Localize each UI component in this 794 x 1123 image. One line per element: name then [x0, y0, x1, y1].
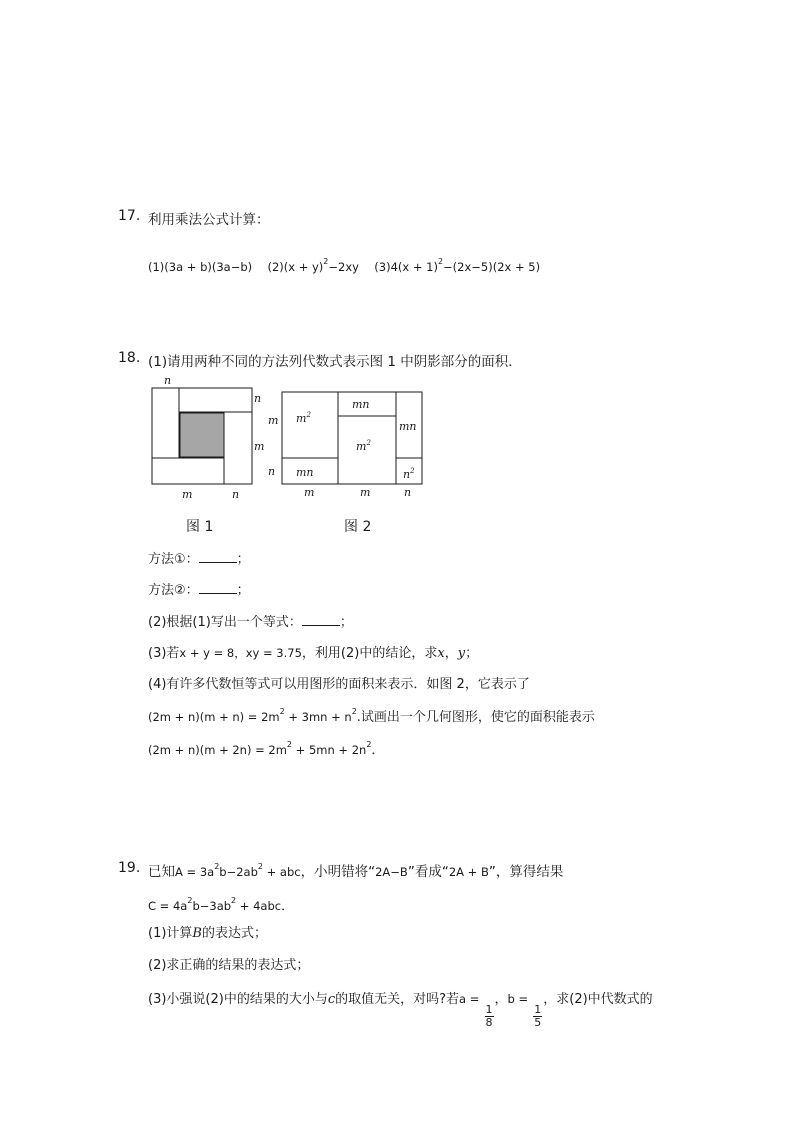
figure-2-caption: 图 2 — [344, 519, 372, 535]
answer-blank[interactable] — [199, 562, 237, 563]
sub-question-3: (3)若x + y = 8，xy = 3.75，利用(2)中的结论，求x，y； — [148, 646, 479, 661]
shaded-square — [180, 413, 224, 457]
question-number: 17. — [118, 208, 141, 224]
cell-mn: mn — [352, 398, 370, 411]
label-m: m — [360, 486, 371, 499]
identity-1: $(2m + n)(m + n) = 2m^2 + 3mn + n^2$.试画出一个几何图形，使它的面积能表示 — [148, 707, 595, 725]
result-expression: $C = 4a^2b-3ab^2 + 4abc$． — [148, 896, 295, 914]
cell-n-squared: $n^2$ — [403, 467, 415, 481]
question-19 — [118, 860, 718, 1029]
figure-1-caption: 图 1 — [186, 519, 214, 535]
sub-question-3: (3)小强说(2)中的结果的大小与c的取值无关，对吗?若a = $\frac{1}{8}$ ，b = $\frac{1}{5}$ ，求(2)中代数式的 — [148, 992, 653, 1029]
label-n: n — [268, 465, 276, 478]
cell-m-squared: $m^2$ — [356, 439, 371, 453]
identity-2: $(2m + n)(m + 2n) = 2m^2 + 5mn + 2n^2$． — [148, 740, 385, 758]
answer-blank[interactable] — [302, 625, 340, 626]
cell-mn: mn — [296, 466, 314, 479]
sub-question-1: (1)(3a + b)(3a−b) — [148, 260, 253, 274]
sub-question-2: $(2)(x + y)^2-2xy$ — [267, 257, 359, 274]
question-17 — [118, 208, 718, 288]
question-stem: 利用乘法公式计算： — [148, 212, 270, 228]
question-number: 19. — [118, 860, 141, 876]
sub-question-3: $(3)4(x + 1)^2-(2x-5)(2x + 5)$ — [374, 257, 541, 274]
sub-question-2: (2)求正确的结果的表达式； — [148, 958, 310, 973]
question-stem: (1)请用两种不同的方法列代数式表示图 1 中阴影部分的面积． — [148, 354, 522, 370]
method-2: 方法②： ； — [148, 583, 250, 598]
fraction-b: $\frac{1}{5}$ — [534, 1003, 542, 1029]
question-number: 18. — [118, 350, 141, 366]
figure-1 — [142, 372, 265, 502]
label-m: m — [304, 486, 315, 499]
sub-question-4: (4)有许多代数恒等式可以用图形的面积来表示．如图 2，它表示了 — [148, 677, 530, 692]
label-n: n — [254, 392, 262, 405]
figure-2 — [266, 388, 432, 500]
cell-m-squared: $m^2$ — [296, 411, 311, 425]
question-18 — [118, 350, 718, 770]
label-n: n — [164, 374, 172, 387]
method-1: 方法①： ； — [148, 552, 250, 567]
fraction-a: $\frac{1}{8}$ — [485, 1003, 493, 1029]
sub-question-1: (1)计算B的表达式； — [148, 926, 267, 941]
label-n: n — [404, 486, 412, 499]
sub-questions — [148, 257, 541, 274]
label-m: m — [254, 440, 265, 453]
answer-blank[interactable] — [199, 593, 237, 594]
given-expression: 已知$A = 3a^2b-2ab^2$ + abc，小明错将“2A−B”看成“2A + B”，算得结果 — [148, 862, 564, 880]
label-n: n — [232, 488, 240, 501]
cell-mn: mn — [399, 420, 417, 433]
label-m: m — [182, 488, 193, 501]
sub-question-2: (2)根据(1)写出一个等式： ； — [148, 615, 353, 630]
label-m: m — [268, 414, 279, 427]
